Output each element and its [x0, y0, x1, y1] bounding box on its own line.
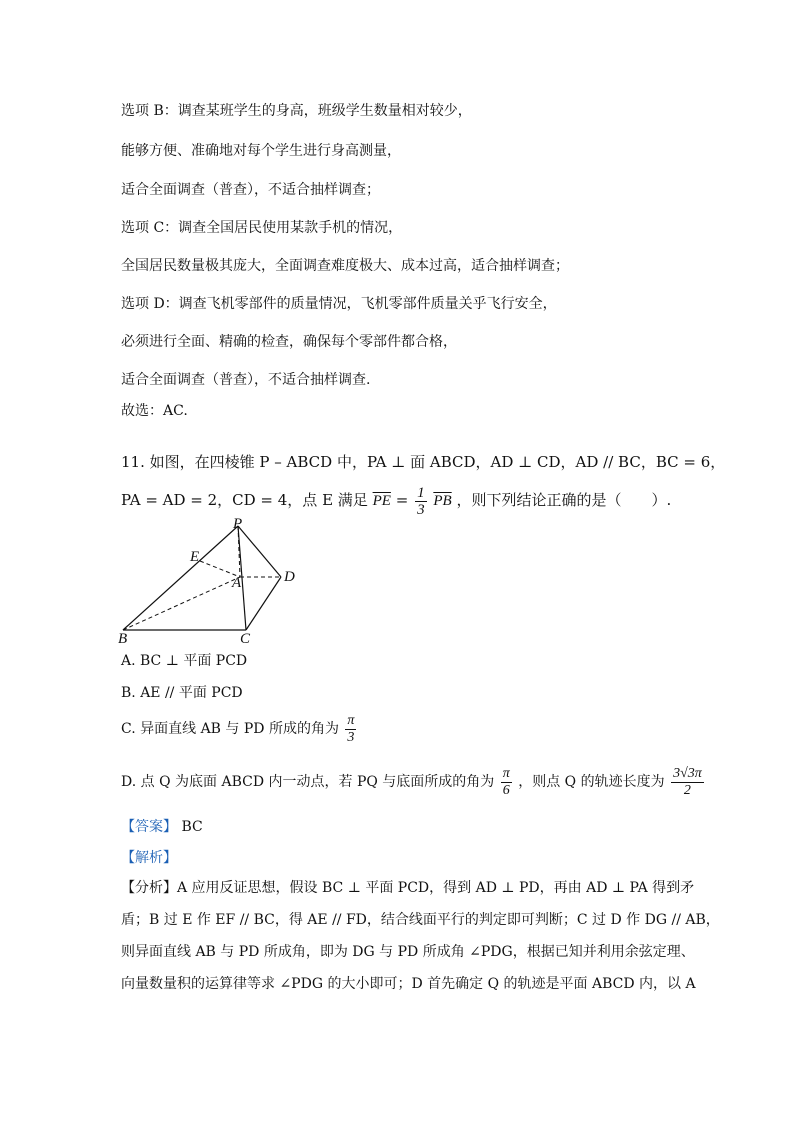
analysis-line: 盾；B 过 E 作 EF // BC，得 AE // FD，结合线面平行的判定即可判断；C 过 D 作 DG // AB， — [121, 912, 720, 928]
fraction-numerator: π — [347, 712, 355, 728]
analysis-line: 向量数量积的运算律等求 ∠PDG 的大小即可；D 首先确定 Q 的轨迹是平面 ABCD 内，以 A — [121, 976, 696, 992]
explanation-line: 适合全面调查（普查），不适合抽样调查； — [121, 182, 380, 198]
analysis-tag: 【解析】 — [121, 850, 177, 866]
explanation-line: 必须进行全面、精确的检查，确保每个零部件都合格， — [121, 334, 457, 350]
vector-pe: $\overline{PE}$ — [372, 493, 391, 509]
analysis-line: 则异面直线 AB 与 PD 所成角，即为 DG 与 PD 所成角 ∠PDG，根据已知并利用余弦定理、 — [121, 944, 695, 960]
edge-pd — [238, 526, 281, 577]
option-d — [121, 764, 706, 800]
question-number: 11. — [121, 453, 145, 471]
prev-answer: 故选：AC. — [121, 403, 188, 419]
option-a: A. BC ⊥ 平面 PCD — [121, 653, 248, 669]
fraction — [501, 766, 512, 799]
explanation-line: 适合全面调查（普查），不适合抽样调查. — [121, 372, 371, 388]
explanation-line: 全国居民数量极其庞大，全面调查难度极大、成本过高，适合抽样调查； — [121, 258, 569, 274]
fraction-denominator: 3 — [347, 729, 355, 745]
equals-sign: = — [395, 491, 409, 509]
option-c-text: C. 异面直线 AB 与 PD 所成的角为 — [121, 721, 339, 737]
analysis-line: 【分析】A 应用反证思想，假设 BC ⊥ 平面 PCD，得到 AD ⊥ PD，再由 AD ⊥ PA 得到矛 — [121, 880, 695, 896]
fraction — [671, 766, 704, 799]
fraction-numerator: π — [502, 765, 510, 781]
question-stem-line1 — [121, 452, 725, 472]
explanation-line: 选项 C：调查全国居民使用某款手机的情况， — [121, 220, 403, 236]
answer-tag: 【答案】 — [121, 819, 177, 835]
question-text: PA = AD = 2，CD = 4，点 E 满足 — [121, 491, 368, 509]
fraction — [415, 485, 427, 518]
explanation-line: 选项 B：调查某班学生的身高，班级学生数量相对较少， — [121, 103, 472, 119]
question-text: 如图，在四棱锥 P – ABCD 中，PA ⊥ 面 ABCD，AD ⊥ CD，AD // BC，BC = 6， — [149, 453, 726, 471]
option-d-text: ，则点 Q 的轨迹长度为 — [518, 774, 665, 790]
fraction-denominator: 6 — [502, 782, 510, 798]
label-e: E — [190, 549, 200, 565]
edge-pb — [123, 526, 238, 630]
question-text: ，则下列结论正确的是（ ）. — [456, 491, 672, 509]
fraction-numerator: 3√3π — [673, 765, 702, 781]
answer-line — [121, 817, 203, 837]
fraction-denominator: 2 — [683, 782, 691, 798]
answer-value: BC — [181, 819, 203, 835]
label-c: C — [240, 631, 251, 645]
fraction-denominator: 3 — [417, 501, 425, 518]
option-d-text: D. 点 Q 为底面 ABCD 内一动点，若 PQ 与底面所成的角为 — [121, 774, 495, 790]
label-b: B — [118, 631, 128, 645]
edge-ba-hidden — [123, 577, 240, 630]
label-d: D — [284, 569, 295, 585]
label-p: P — [233, 516, 243, 532]
vector-pb: $\overline{PB}$ — [433, 493, 452, 509]
edge-cd — [246, 577, 281, 630]
explanation-line: 能够方便、准确地对每个学生进行身高测量， — [121, 143, 401, 159]
option-b: B. AE // 平面 PCD — [121, 685, 243, 701]
fraction-numerator: 1 — [417, 484, 425, 501]
pyramid-figure — [115, 515, 315, 645]
question-stem-line2 — [121, 482, 671, 519]
fraction — [345, 713, 356, 746]
label-a: A — [232, 575, 242, 591]
explanation-line: 选项 D：调查飞机零部件的质量情况，飞机零部件质量关乎飞行安全， — [121, 296, 557, 312]
option-c — [121, 712, 358, 746]
